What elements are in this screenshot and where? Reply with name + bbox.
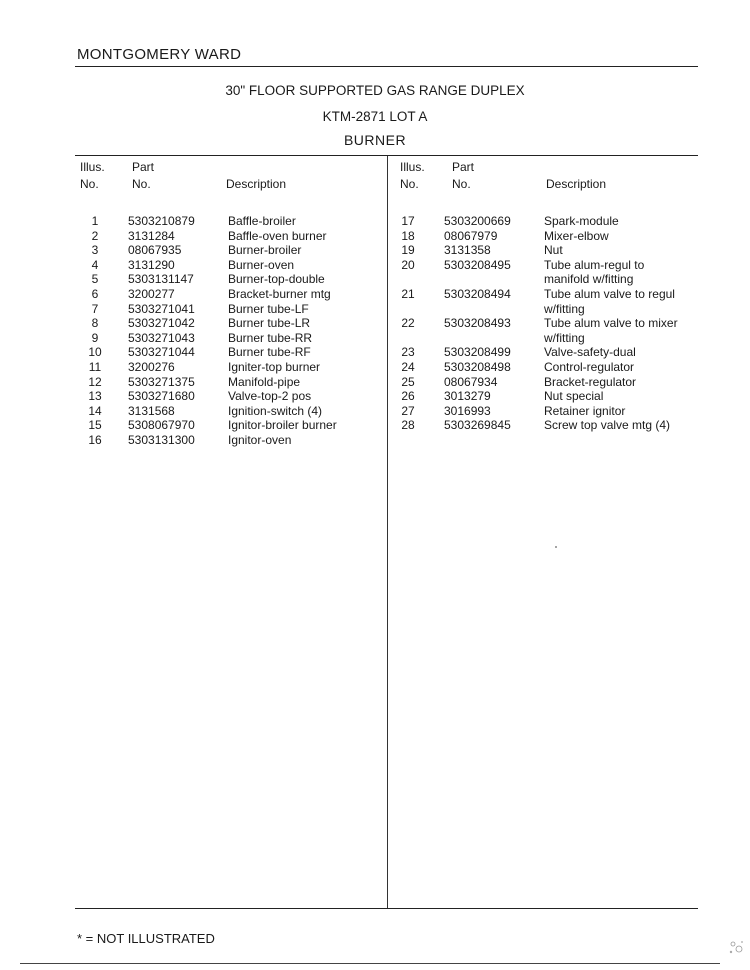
part-number: 5303208495 [444,257,511,272]
illus-number: 6 [91,287,99,301]
illus-number: 20 [401,257,415,272]
part-number: 3016993 [444,403,491,418]
page-bottom-rule [20,963,720,964]
part-description: Ignitor-broiler burner [228,418,337,433]
illus-number: 2 [91,228,99,243]
part-number: 3131568 [128,403,175,418]
illus-number: 1 [91,214,99,228]
part-number: 3200277 [128,287,175,301]
part-number: 5303200669 [444,214,511,228]
model-number: KTM-2871 LOT A [322,109,428,124]
footnote: * = NOT ILLUSTRATED [77,931,215,946]
part-description: Burner tube-LR [228,316,311,331]
part-number: 5303271375 [128,374,195,389]
part-number: 5303131147 [128,272,194,287]
illus-number: 17 [401,214,415,228]
part-description: Tube alum-regul to [544,257,645,272]
illus-number: 8 [91,316,99,331]
part-number: 5308067970 [128,418,195,433]
part-number: 5303208499 [444,345,511,360]
part-description: Burner tube-RF [228,345,311,360]
illus-number: 3 [91,243,99,258]
part-number: 08067934 [444,374,498,389]
part-number: 5303208493 [444,316,511,331]
column-divider [387,156,388,908]
illus-number: 21 [401,287,415,301]
col-desc-header-right: Description [546,177,607,191]
col-desc-header-left: Description [226,177,287,191]
part-number: 5303208498 [444,360,511,374]
part-description: Burner-broiler [228,243,302,258]
part-description: Tube alum valve to regul [544,287,675,301]
part-description: Ignitor-oven [228,433,292,447]
document-title: 30" FLOOR SUPPORTED GAS RANGE DUPLEX [225,83,525,98]
part-description: Retainer ignitor [544,403,626,418]
part-description: Baffle-broiler [228,214,296,228]
illus-number: 4 [91,257,99,272]
illus-number: 18 [401,228,415,243]
part-description: Valve-safety-dual [544,345,636,360]
part-description: w/fitting [544,330,585,345]
illus-number: 19 [401,243,415,258]
brand-name: MONTGOMERY WARD [77,46,242,63]
illus-number: 16 [88,433,102,447]
col-part-header-right: Part No. [452,160,475,191]
part-number: 5303210879 [128,214,195,228]
scan-speck [555,546,557,548]
part-number: 5303271042 [128,316,195,331]
part-number: 5303271043 [128,330,195,345]
part-description: Burner-oven [228,257,295,272]
illus-number: 12 [88,374,102,389]
part-number: 5303271044 [128,345,195,360]
part-description: Screw top valve mtg (4) [544,418,671,433]
illus-number: 24 [401,360,415,374]
illus-number: 28 [401,418,415,433]
section-title: BURNER [343,132,407,148]
part-description: Tube alum valve to mixer [544,316,678,331]
part-number: 5303131300 [128,433,195,447]
illus-number: 11 [88,360,102,374]
part-description: Bracket-regulator [544,374,637,389]
part-number: 08067979 [444,228,498,243]
col-part-header-left: Part No. [132,160,155,191]
part-description: Nut special [544,389,604,404]
col-illus-header-right: Illus. No. [400,160,425,191]
part-description: Burner-top-double [228,272,325,287]
part-number: 5303269845 [444,418,511,433]
part-number: 3200276 [128,360,175,374]
illus-number: 14 [88,403,102,418]
part-description: Baffle-oven burner [228,228,327,243]
header-rule [75,66,698,67]
illus-number: 26 [401,389,415,404]
part-description: Igniter-top burner [228,360,321,374]
part-description: Manifold-pipe [228,374,301,389]
illus-number: 22 [401,316,415,331]
part-number: 5303271041 [128,301,195,316]
part-description: manifold w/fitting [544,272,634,287]
part-number: 3131290 [128,257,175,272]
illus-number: 7 [91,301,99,316]
part-number: 3013279 [444,389,491,404]
part-description: Ignition-switch (4) [228,403,323,418]
illus-number: 15 [88,418,102,433]
illus-number: 13 [88,389,102,404]
part-description: Bracket-burner mtg [228,287,331,301]
part-number: 3131358 [444,243,491,258]
part-number: 5303208494 [444,287,511,301]
part-description: Valve-top-2 pos [228,389,312,404]
part-description: Spark-module [544,214,619,228]
illus-number: 10 [88,345,102,360]
part-number: 5303271680 [128,389,195,404]
part-description: Burner tube-LF [228,301,309,316]
part-description: w/fitting [544,301,585,316]
part-description: Nut [544,243,563,258]
illus-number: 27 [401,403,415,418]
illus-number: 23 [401,345,415,360]
table-bottom-rule [75,908,698,909]
scan-mark-icon [725,936,747,958]
illus-number: 9 [91,330,99,345]
col-illus-header-left: Illus. No. [80,160,105,191]
part-description: Burner tube-RR [228,330,313,345]
part-number: 08067935 [128,243,182,258]
illus-number: 25 [401,374,415,389]
part-number: 3131284 [128,228,175,243]
part-description: Control-regulator [544,360,635,374]
part-description: Mixer-elbow [544,228,609,243]
illus-number: 5 [91,272,99,287]
